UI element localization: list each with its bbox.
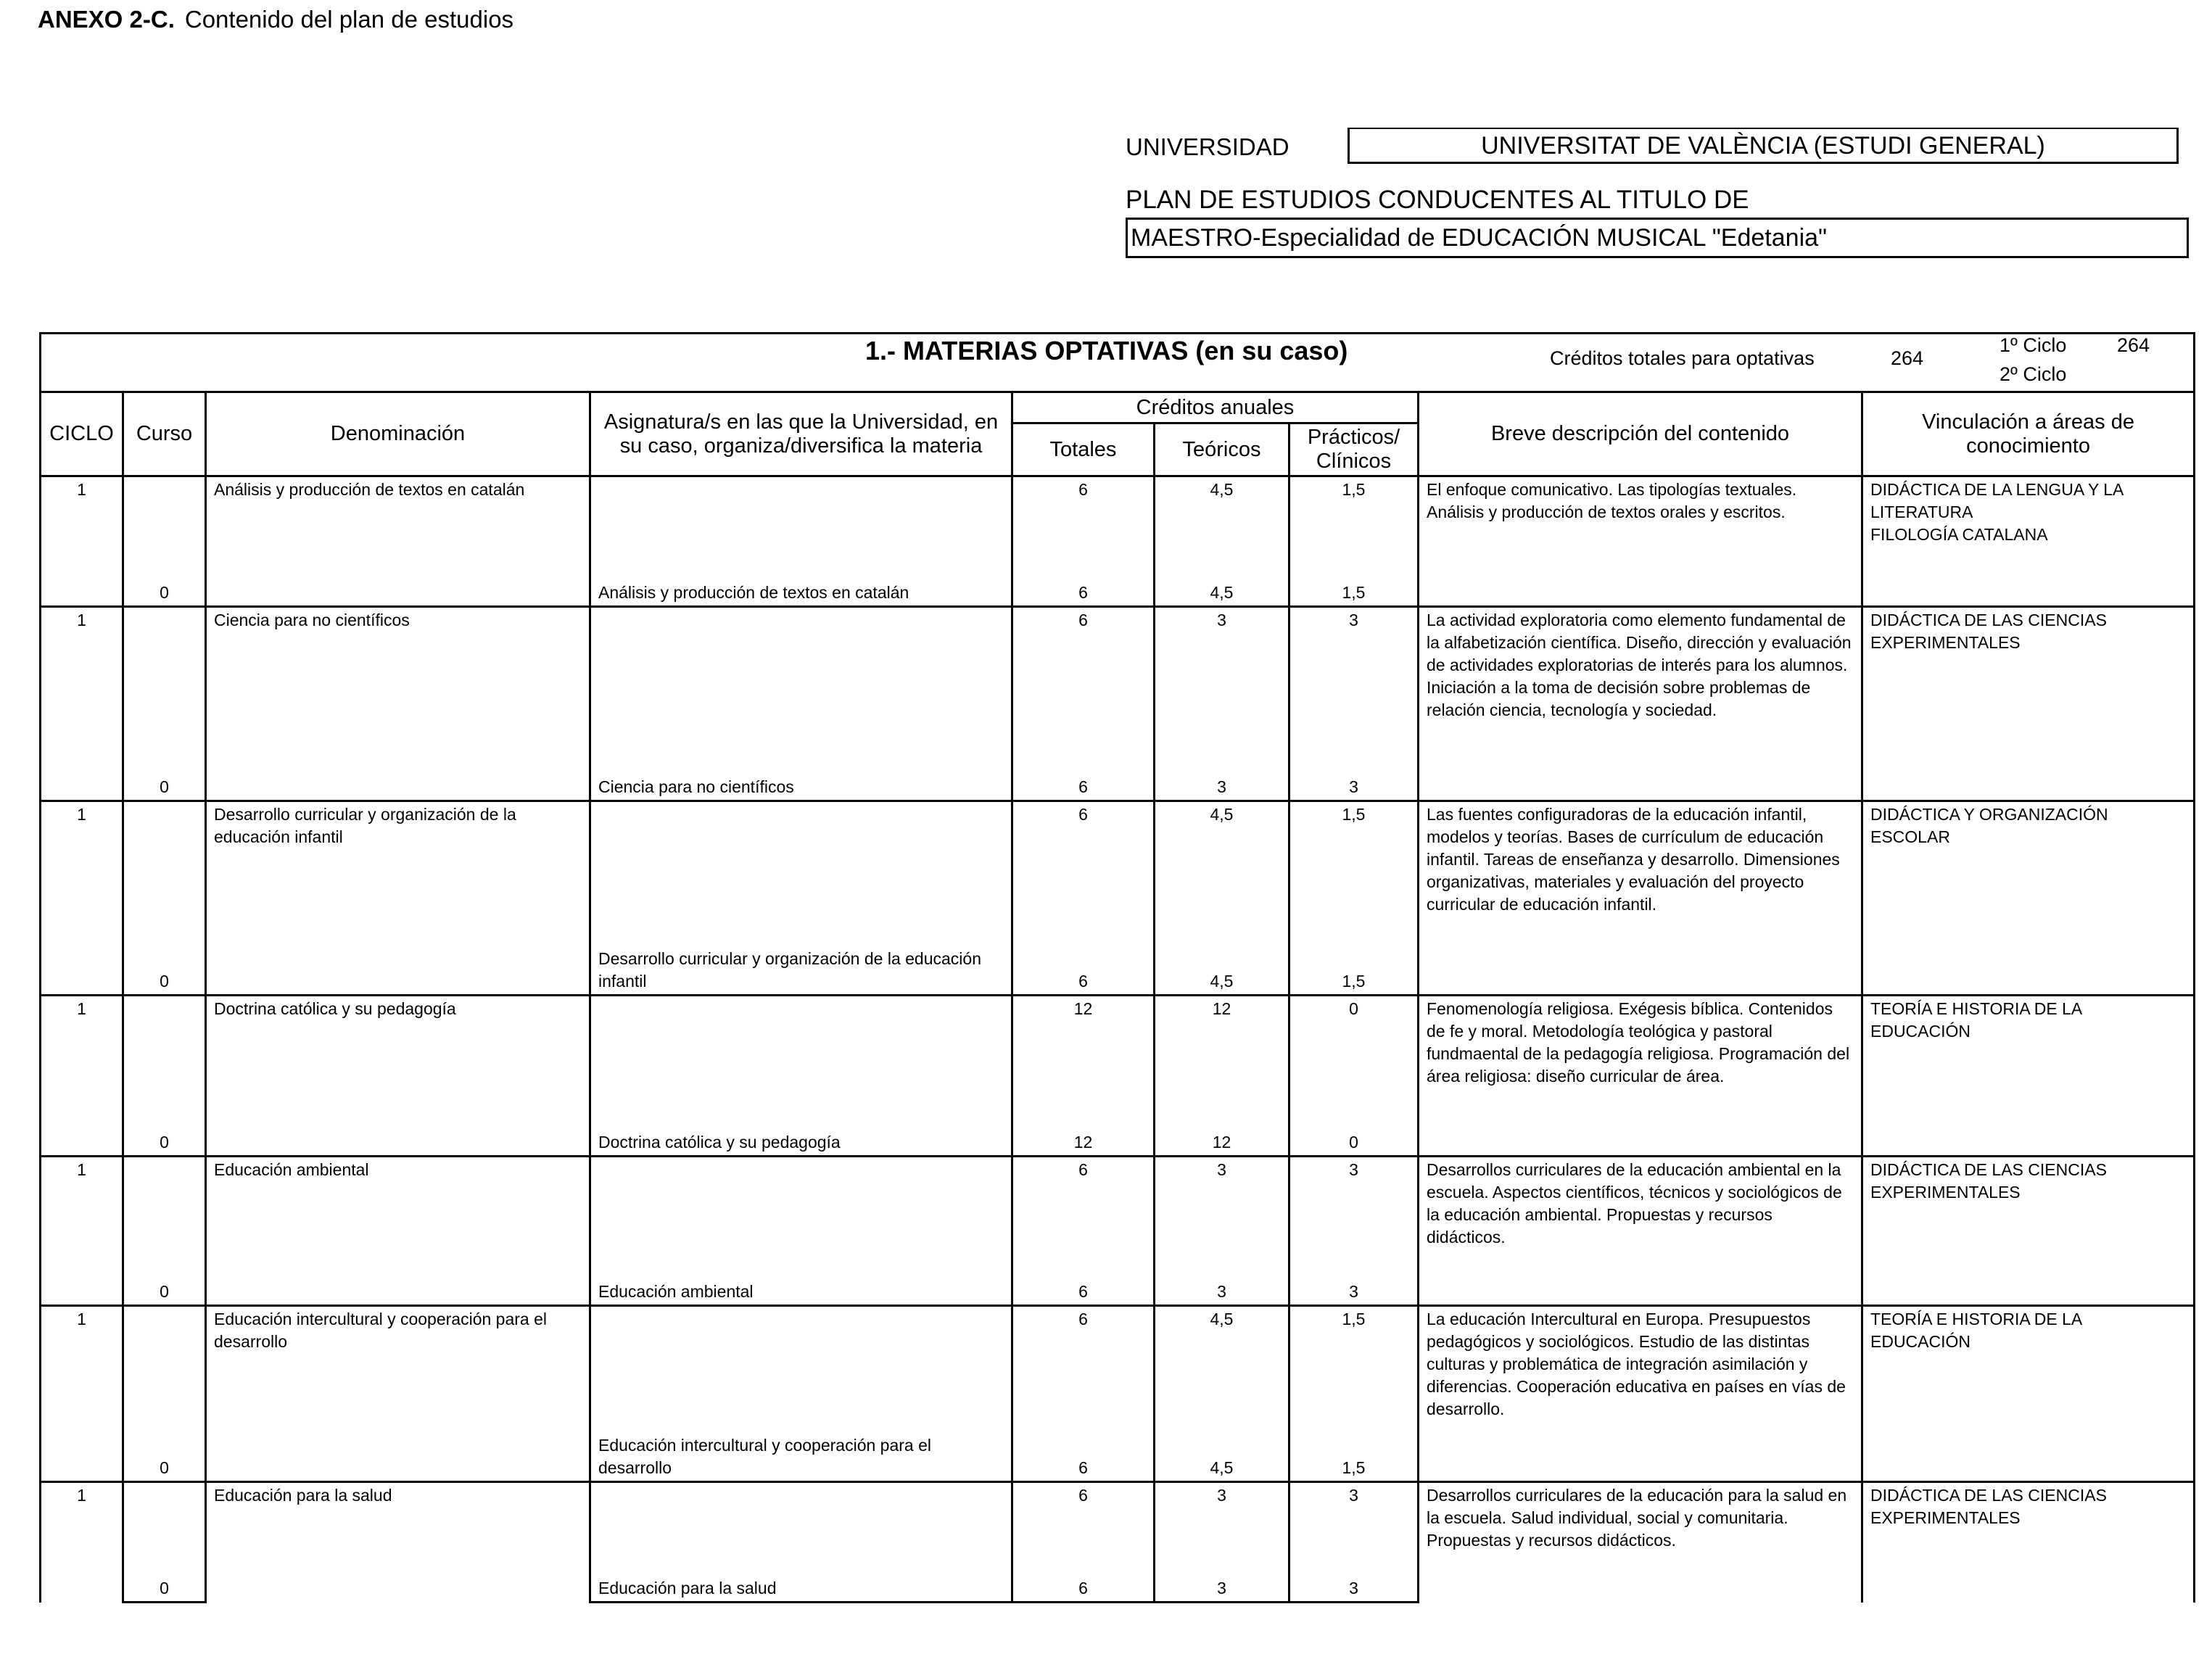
curso-cell: 0 xyxy=(123,946,206,996)
denominacion-cell: Desarrollo curricular y organización de la educación infantil xyxy=(206,801,590,996)
teoricos-sub-cell: 4,5 xyxy=(1155,1433,1289,1482)
vinculacion-cell xyxy=(1862,476,2195,607)
vinculacion-area: DIDÁCTICA DE LAS CIENCIAS EXPERIMENTALES xyxy=(1870,1486,2107,1527)
curso-cell: 0 xyxy=(123,1433,206,1482)
curso-cell: 0 xyxy=(123,1265,206,1305)
ciclo-cell: 1 xyxy=(41,995,123,1156)
vinculacion-cell xyxy=(1862,801,2195,996)
ciclo-cell: 1 xyxy=(41,1482,123,1603)
totales-cell: 6 xyxy=(1012,1156,1155,1265)
table-title: 1.- MATERIAS OPTATIVAS (en su caso) xyxy=(865,336,1348,365)
col-header-descripcion: Breve descripción del contenido xyxy=(1419,392,1862,476)
teoricos-cell: 3 xyxy=(1155,1482,1289,1562)
totales-cell: 6 xyxy=(1012,801,1155,946)
asignatura-cell xyxy=(590,1156,1012,1265)
totales-sub-cell: 12 xyxy=(1012,1118,1155,1156)
curso-cell: 0 xyxy=(123,566,206,607)
descripcion-cell: La actividad exploratoria como elemento fundamental de la alfabetización científica. Diseño, dirección y evaluación de actividades exploratorias de interés para los alumnos. Iniciación a la toma de decisión sobre problemas de relación ciencia, tecnología y sociedad. xyxy=(1419,607,1862,801)
curso-cell xyxy=(123,801,206,946)
totales-sub-cell: 6 xyxy=(1012,1562,1155,1603)
practicos-sub-cell: 1,5 xyxy=(1289,946,1419,996)
teoricos-cell: 4,5 xyxy=(1155,476,1289,566)
asignatura-cell: Educación para la salud xyxy=(590,1562,1012,1603)
credits-total-label: Créditos totales para optativas xyxy=(1550,347,1815,369)
practicos-sub-cell: 0 xyxy=(1289,1118,1419,1156)
totales-cell: 6 xyxy=(1012,607,1155,761)
table-title-row xyxy=(41,334,2195,392)
totales-sub-cell: 6 xyxy=(1012,566,1155,607)
vinculacion-cell xyxy=(1862,1156,2195,1305)
practicos-cell: 1,5 xyxy=(1289,801,1419,946)
vinculacion-area: DIDÁCTICA Y ORGANIZACIÓN ESCOLAR xyxy=(1870,805,2108,846)
ciclo-cell: 1 xyxy=(41,607,123,801)
optional-subjects-table-frame xyxy=(39,332,2186,1661)
asignatura-cell xyxy=(590,1482,1012,1562)
teoricos-cell: 4,5 xyxy=(1155,801,1289,946)
asignatura-cell xyxy=(590,607,1012,761)
asignatura-cell xyxy=(590,801,1012,946)
descripcion-cell: Las fuentes configuradoras de la educación infantil, modelos y teorías. Bases de currículum de educación infantil. Tareas de enseñanza y desarrollo. Dimensiones organizativas, materiales y evaluación del proyecto curricular de educación infantil. xyxy=(1419,801,1862,996)
table-row xyxy=(41,1482,2195,1562)
totales-sub-cell: 6 xyxy=(1012,1433,1155,1482)
annex-title: Contenido del plan de estudios xyxy=(184,6,514,33)
plan-label: PLAN DE ESTUDIOS CONDUCENTES AL TITULO DE xyxy=(1126,186,1749,214)
vinculacion-area: DIDÁCTICA DE LAS CIENCIAS EXPERIMENTALES xyxy=(1870,611,2107,652)
curso-cell: 0 xyxy=(123,1562,206,1603)
totales-cell: 6 xyxy=(1012,1305,1155,1433)
totales-sub-cell: 6 xyxy=(1012,761,1155,801)
university-label: UNIVERSIDAD xyxy=(1126,133,1289,160)
vinculacion-cell xyxy=(1862,1305,2195,1482)
asignatura-cell: Análisis y producción de textos en catalán xyxy=(590,566,1012,607)
annex-code: ANEXO 2-C. xyxy=(38,6,175,33)
denominacion-cell: Educación intercultural y cooperación para el desarrollo xyxy=(206,1305,590,1482)
table-row xyxy=(41,995,2195,1118)
col-header-vinculacion: Vinculación a áreas de conocimiento xyxy=(1862,392,2195,476)
col-header-teoricos: Teóricos xyxy=(1155,423,1289,476)
asignatura-cell xyxy=(590,995,1012,1118)
asignatura-cell: Educación ambiental xyxy=(590,1265,1012,1305)
table-row xyxy=(41,1305,2195,1433)
denominacion-cell: Doctrina católica y su pedagogía xyxy=(206,995,590,1156)
vinculacion-area: TEORÍA E HISTORIA DE LA EDUCACIÓN xyxy=(1870,999,2082,1041)
teoricos-sub-cell: 3 xyxy=(1155,1265,1289,1305)
totales-cell: 6 xyxy=(1012,476,1155,566)
cycle2-label: 2º Ciclo xyxy=(2000,363,2067,385)
col-header-practicos: Prácticos/ Clínicos xyxy=(1289,423,1419,476)
asignatura-cell xyxy=(590,1305,1012,1433)
descripcion-cell: La educación Intercultural en Europa. Presupuestos pedagógicos y sociológicos. Estudio de las distintas culturas y problemática de integración asimilación y diferencias. Cooperación educativa en países en vías de desarrollo. xyxy=(1419,1305,1862,1482)
teoricos-sub-cell: 3 xyxy=(1155,1562,1289,1603)
denominacion-cell: Análisis y producción de textos en catalán xyxy=(206,476,590,607)
practicos-sub-cell: 3 xyxy=(1289,761,1419,801)
ciclo-cell: 1 xyxy=(41,1156,123,1305)
practicos-cell: 0 xyxy=(1289,995,1419,1118)
practicos-sub-cell: 3 xyxy=(1289,1265,1419,1305)
teoricos-cell: 12 xyxy=(1155,995,1289,1118)
descripcion-cell: Desarrollos curriculares de la educación para la salud en la escuela. Salud individual, social y comunitaria. Propuestas y recursos didácticos. xyxy=(1419,1482,1862,1603)
vinculacion-area-secondary: FILOLOGÍA CATALANA xyxy=(1870,525,2048,544)
curso-cell: 0 xyxy=(123,761,206,801)
vinculacion-area: TEORÍA E HISTORIA DE LA EDUCACIÓN xyxy=(1870,1309,2082,1351)
practicos-cell: 3 xyxy=(1289,1156,1419,1265)
vinculacion-cell xyxy=(1862,607,2195,801)
totales-sub-cell: 6 xyxy=(1012,946,1155,996)
col-header-asignaturas: Asignatura/s en las que la Universidad, en su caso, organiza/diversifica la materia xyxy=(590,392,1012,476)
curso-cell xyxy=(123,607,206,761)
curso-cell xyxy=(123,476,206,566)
col-header-denominacion: Denominación xyxy=(206,392,590,476)
asignatura-cell xyxy=(590,476,1012,566)
curso-cell xyxy=(123,995,206,1118)
teoricos-sub-cell: 12 xyxy=(1155,1118,1289,1156)
teoricos-cell: 3 xyxy=(1155,1156,1289,1265)
asignatura-cell: Educación intercultural y cooperación para el desarrollo xyxy=(590,1433,1012,1482)
vinculacion-area: DIDÁCTICA DE LAS CIENCIAS EXPERIMENTALES xyxy=(1870,1159,2107,1202)
descripcion-cell: Desarrollos curriculares de la educación ambiental en la escuela. Aspectos científicos, técnicos y sociológicos de la educación ambiental. Propuestas y recursos didácticos. xyxy=(1419,1156,1862,1305)
table-row xyxy=(41,1156,2195,1265)
teoricos-cell: 4,5 xyxy=(1155,1305,1289,1433)
denominacion-cell: Ciencia para no científicos xyxy=(206,607,590,801)
asignatura-cell: Desarrollo curricular y organización de la educación infantil xyxy=(590,946,1012,996)
optional-subjects-table xyxy=(39,332,2195,1603)
practicos-cell: 3 xyxy=(1289,1482,1419,1562)
vinculacion-cell xyxy=(1862,1482,2195,1603)
table-row xyxy=(41,607,2195,761)
vinculacion-area: DIDÁCTICA DE LA LENGUA Y LA LITERATURA xyxy=(1870,480,2124,521)
denominacion-cell: Educación ambiental xyxy=(206,1156,590,1305)
descripcion-cell: Fenomenología religiosa. Exégesis bíblica. Contenidos de fe y moral. Metodología teológica y pastoral fundmaental de la pedagogía religiosa. Programación del área religiosa: diseño curricular de área. xyxy=(1419,995,1862,1156)
col-header-creditos-anuales: Créditos anuales xyxy=(1012,392,1419,423)
table-row xyxy=(41,476,2195,566)
totales-cell: 6 xyxy=(1012,1482,1155,1562)
col-header-ciclo: CICLO xyxy=(41,392,123,476)
practicos-cell: 1,5 xyxy=(1289,476,1419,566)
totales-cell: 12 xyxy=(1012,995,1155,1118)
teoricos-cell: 3 xyxy=(1155,607,1289,761)
practicos-cell: 3 xyxy=(1289,607,1419,761)
practicos-sub-cell: 1,5 xyxy=(1289,1433,1419,1482)
teoricos-sub-cell: 3 xyxy=(1155,761,1289,801)
practicos-sub-cell: 3 xyxy=(1289,1562,1419,1603)
ciclo-cell: 1 xyxy=(41,476,123,607)
col-header-curso: Curso xyxy=(123,392,206,476)
totales-sub-cell: 6 xyxy=(1012,1265,1155,1305)
descripcion-cell: El enfoque comunicativo. Las tipologías textuales. Análisis y producción de textos orales y escritos. xyxy=(1419,476,1862,607)
degree-title-box: MAESTRO-Especialidad de EDUCACIÓN MUSICAL "Edetania" xyxy=(1126,218,2189,258)
asignatura-cell: Doctrina católica y su pedagogía xyxy=(590,1118,1012,1156)
ciclo-cell: 1 xyxy=(41,801,123,996)
curso-cell xyxy=(123,1305,206,1433)
teoricos-sub-cell: 4,5 xyxy=(1155,566,1289,607)
table-row xyxy=(41,801,2195,946)
cycle1-value: 264 xyxy=(2117,334,2150,356)
curso-cell xyxy=(123,1156,206,1265)
denominacion-cell: Educación para la salud xyxy=(206,1482,590,1603)
col-header-totales: Totales xyxy=(1012,423,1155,476)
ciclo-cell: 1 xyxy=(41,1305,123,1482)
teoricos-sub-cell: 4,5 xyxy=(1155,946,1289,996)
practicos-sub-cell: 1,5 xyxy=(1289,566,1419,607)
annex-heading xyxy=(38,6,513,33)
cycle1-label: 1º Ciclo xyxy=(2000,334,2067,356)
practicos-cell: 1,5 xyxy=(1289,1305,1419,1433)
university-name-box: UNIVERSITAT DE VALÈNCIA (ESTUDI GENERAL) xyxy=(1348,128,2179,164)
credits-total-value: 264 xyxy=(1891,347,1924,369)
curso-cell xyxy=(123,1482,206,1562)
curso-cell: 0 xyxy=(123,1118,206,1156)
asignatura-cell: Ciencia para no científicos xyxy=(590,761,1012,801)
vinculacion-cell xyxy=(1862,995,2195,1156)
